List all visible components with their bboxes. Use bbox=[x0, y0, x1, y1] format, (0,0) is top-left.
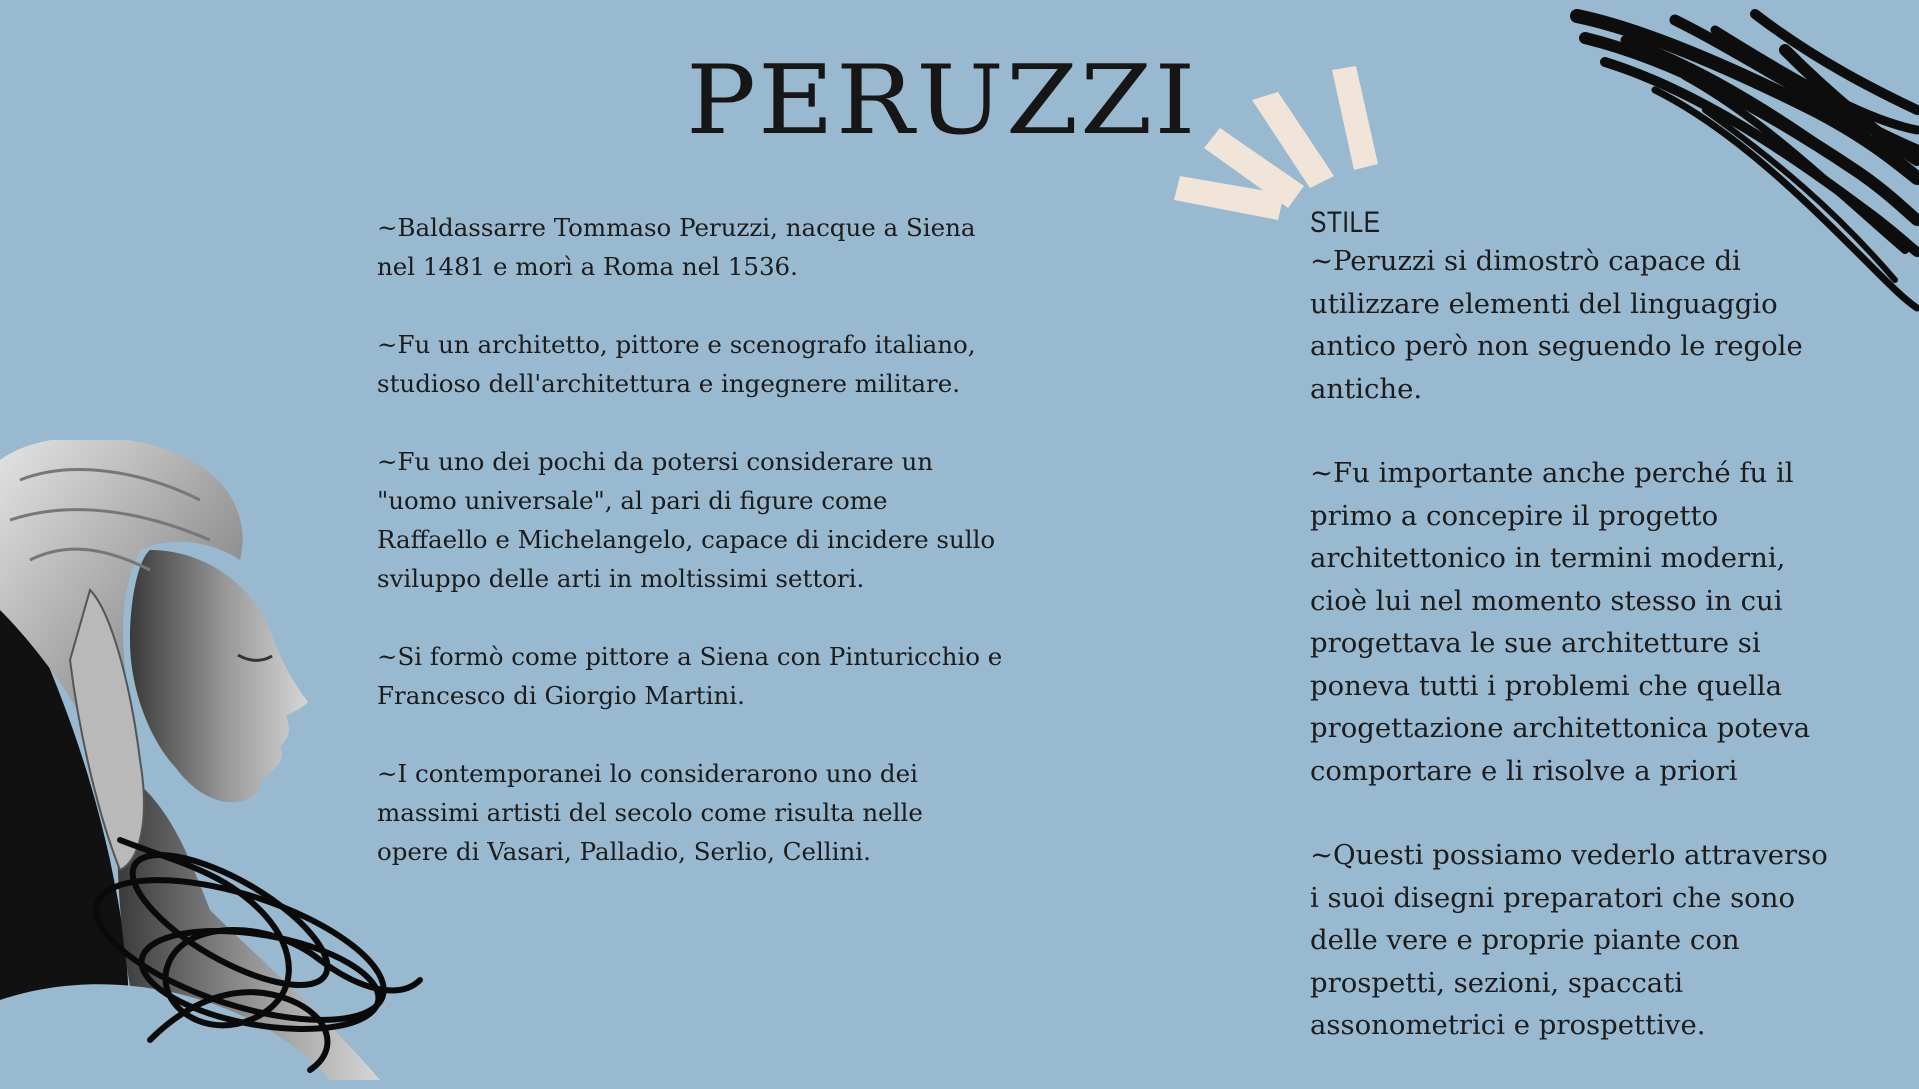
stile-paragraph-drawings: ~Questi possiamo vederlo attraverso i suoi disegni preparatori che sono delle vere e proprie piante con prospetti, sezioni, spaccati assonometrici e prospettive. bbox=[1310, 839, 1828, 1041]
stile-heading: STILE bbox=[1310, 206, 1381, 239]
bio-paragraph-birth: ~Baldassarre Tommaso Peruzzi, nacque a Siena nel 1481 e morì a Roma nel 1536. bbox=[377, 213, 976, 281]
classical-statue-bust-image bbox=[0, 440, 430, 1080]
biography-column bbox=[377, 208, 1027, 910]
bio-paragraph-profession: ~Fu un architetto, pittore e scenografo italiano, studioso dell'architettura e ingegnere militare. bbox=[377, 330, 976, 398]
bio-paragraph-contemporaries: ~I contemporanei lo considerarono uno dei massimi artisti del secolo come risulta nelle opere di Vasari, Palladio, Serlio, Cellini. bbox=[377, 759, 923, 866]
stile-paragraph-modern-design: ~Fu importante anche perché fu il primo a concepire il progetto architettonico in termini moderni, cioè lui nel momento stesso in cui progettava le sue architetture si poneva tutti i problemi che quella progettazione architettonica poteva comportare e li risolve a priori bbox=[1310, 457, 1811, 787]
stile-paragraph-ancient-language: ~Peruzzi si dimostrò capace di utilizzare elementi del linguaggio antico però non seguendo le regole antiche. bbox=[1310, 245, 1803, 405]
page-title: PERUZZI bbox=[686, 43, 1198, 156]
bio-paragraph-universal-man: ~Fu uno dei pochi da potersi considerare un "uomo universale", al pari di figure come Raffaello e Michelangelo, capace di incidere sullo sviluppo delle arti in moltissimi settori. bbox=[377, 447, 996, 593]
stile-column bbox=[1310, 240, 1910, 1089]
bio-paragraph-training: ~Si formò come pittore a Siena con Pinturicchio e Francesco di Giorgio Martini. bbox=[377, 642, 1003, 710]
